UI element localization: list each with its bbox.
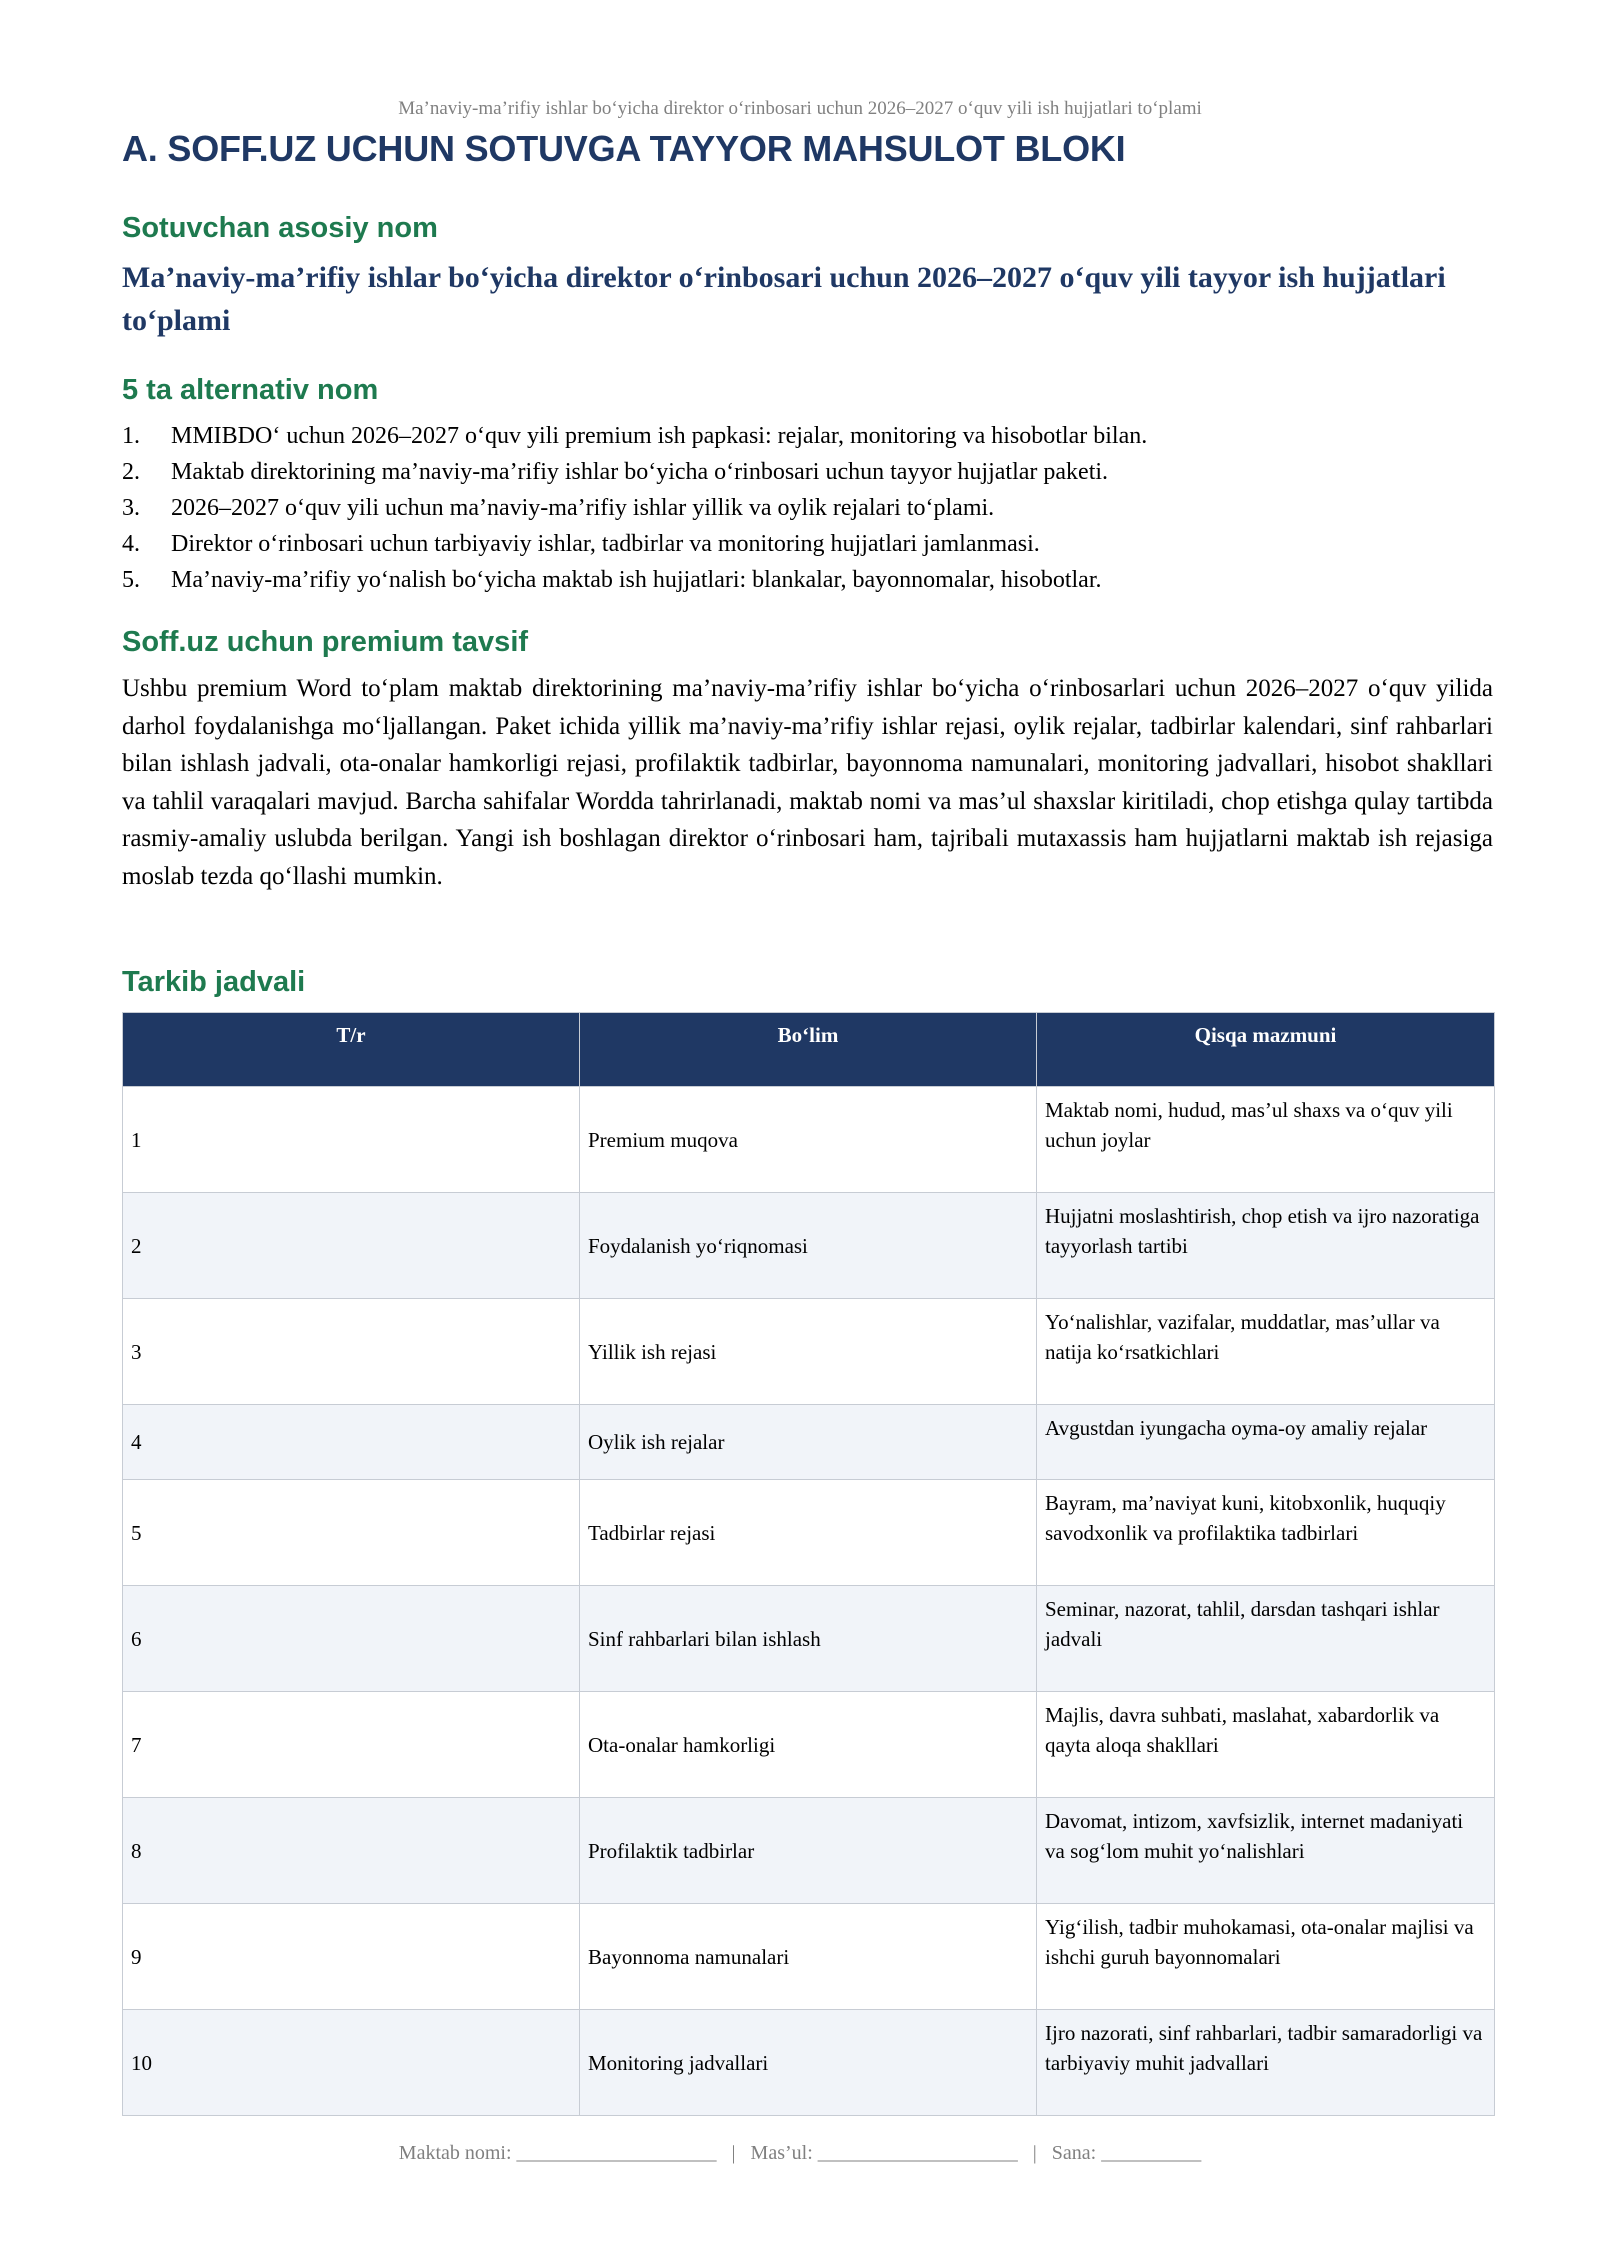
list-item-text: Direktor o‘rinbosari uchun tarbiyaviy ishlar, tadbirlar va monitoring hujjatlari jamlanmasi. [171,531,1040,557]
row-number: 5 [123,1480,580,1586]
table-row [123,1586,1495,1692]
list-item-number: 5. [122,567,140,593]
table-row [123,1798,1495,1904]
row-section: Oylik ish rejalar [580,1405,1037,1480]
table-row [123,1193,1495,1299]
table-row [123,1299,1495,1405]
row-summary: Maktab nomi, hudud, mas’ul shaxs va o‘quv yili uchun joylar [1037,1087,1495,1193]
page-footer: Maktab nomi: ____________________ | Mas’ul: ____________________ | Sana: __________ [398,2142,1202,2164]
list-item [122,418,1492,454]
list-item-text: Maktab direktorining ma’naviy-ma’rifiy ishlar bo‘yicha o‘rinbosari uchun tayyor hujjatlar paketi. [171,459,1109,485]
row-number: 7 [123,1692,580,1798]
list-item [122,454,1492,490]
description-heading: Soff.uz uchun premium tavsif [122,626,529,658]
list-item-number: 3. [122,495,140,521]
list-item [122,490,1492,526]
row-summary: Ijro nazorati, sinf rahbarlari, tadbir samaradorligi va tarbiyaviy muhit jadvallari [1037,2010,1495,2116]
list-item-number: 2. [122,459,140,485]
premium-description: Ushbu premium Word to‘plam maktab direktorining ma’naviy-ma’rifiy ishlar bo‘yicha o‘rinbosarlari uchun 2026–2027 o‘quv yilida darhol foydalanishga mo‘ljallangan. Paket ichida yillik ma’naviy-ma’rifiy ishlar rejasi, oylik rejalar, tadbirlar kalendari, sinf rahbarlari bilan ishlash jadvali, ota-onalar hamkorligi rejasi, profilaktik tadbirlar, bayonnoma namunalari, monitoring jadvallari, hisobot shakllari va tahlil varaqalari mavjud. Barcha sahifalar Wordda tahrirlanadi, maktab nomi va mas’ul shaxslar kiritiladi, chop etishga qulay tartibda rasmiy-amaliy uslubda berilgan. Yangi ish boshlagan direktor o‘rinbosari ham, tajribali mutaxassis ham hujjatlarni maktab ish rejasiga moslab tezda qo‘llashi mumkin. [122,675,1493,890]
row-number: 9 [123,1904,580,2010]
table-row [123,2010,1495,2116]
table-header-row [123,1013,1495,1087]
table-row [123,1087,1495,1193]
alternatives-heading: 5 ta alternativ nom [122,374,379,406]
row-section: Bayonnoma namunalari [580,1904,1037,2010]
contents-table [122,1012,1495,2116]
list-item-text: MMIBDO‘ uchun 2026–2027 o‘quv yili premium ish papkasi: rejalar, monitoring va hisobotlar bilan. [171,423,1148,449]
running-header: Ma’naviy-ma’rifiy ishlar bo‘yicha direktor o‘rinbosari uchun 2026–2027 o‘quv yili ish hujjatlari to‘plami [398,98,1202,119]
row-section: Premium muqova [580,1087,1037,1193]
row-summary: Yig‘ilish, tadbir muhokamasi, ota-onalar majlisi va ishchi guruh bayonnomalari [1037,1904,1495,2010]
row-number: 3 [123,1299,580,1405]
column-header-section: Bo‘lim [580,1013,1037,1087]
contents-table-heading: Tarkib jadvali [122,966,306,998]
row-section: Tadbirlar rejasi [580,1480,1037,1586]
row-section: Yillik ish rejasi [580,1299,1037,1405]
list-item-number: 4. [122,531,140,557]
table-row [123,1904,1495,2010]
row-summary: Davomat, intizom, xavfsizlik, internet madaniyati va sog‘lom muhit yo‘nalishlari [1037,1798,1495,1904]
column-header-summary: Qisqa mazmuni [1037,1013,1495,1087]
row-section: Profilaktik tadbirlar [580,1798,1037,1904]
table-row [123,1480,1495,1586]
list-item-text: Ma’naviy-ma’rifiy yo‘nalish bo‘yicha maktab ish hujjatlari: blankalar, bayonnomalar, hisobotlar. [171,567,1102,593]
row-number: 10 [123,2010,580,2116]
list-item [122,562,1492,598]
list-item-number: 1. [122,423,140,449]
column-header-number: T/r [123,1013,580,1087]
row-number: 4 [123,1405,580,1480]
row-number: 8 [123,1798,580,1904]
table-row [123,1405,1495,1480]
row-number: 2 [123,1193,580,1299]
row-summary: Avgustdan iyungacha oyma-oy amaliy rejalar [1037,1405,1495,1480]
row-section: Foydalanish yo‘riqnomasi [580,1193,1037,1299]
row-number: 6 [123,1586,580,1692]
row-number: 1 [123,1087,580,1193]
row-section: Sinf rahbarlari bilan ishlash [580,1586,1037,1692]
row-summary: Majlis, davra suhbati, maslahat, xabardorlik va qayta aloqa shakllari [1037,1692,1495,1798]
list-item-text: 2026–2027 o‘quv yili uchun ma’naviy-ma’rifiy ishlar yillik va oylik rejalari to‘plami. [171,495,995,521]
table-row [123,1692,1495,1798]
row-summary: Hujjatni moslashtirish, chop etish va ijro nazoratiga tayyorlash tartibi [1037,1193,1495,1299]
row-section: Ota-onalar hamkorligi [580,1692,1037,1798]
main-product-name: Ma’naviy-ma’rifiy ishlar bo‘yicha direktor o‘rinbosari uchun 2026–2027 o‘quv yili tayyor ish hujjatlari to‘plami [122,261,1446,337]
row-summary: Yo‘nalishlar, vazifalar, muddatlar, mas’ullar va natija ko‘rsatkichlari [1037,1299,1495,1405]
row-section: Monitoring jadvallari [580,2010,1037,2116]
page-title: A. SOFF.UZ UCHUN SOTUVGA TAYYOR MAHSULOT BLOKI [122,128,1126,169]
row-summary: Bayram, ma’naviyat kuni, kitobxonlik, huquqiy savodxonlik va profilaktika tadbirlari [1037,1480,1495,1586]
list-item [122,526,1492,562]
alternatives-list [122,418,1492,598]
main-name-heading: Sotuvchan asosiy nom [122,212,438,244]
row-summary: Seminar, nazorat, tahlil, darsdan tashqari ishlar jadvali [1037,1586,1495,1692]
